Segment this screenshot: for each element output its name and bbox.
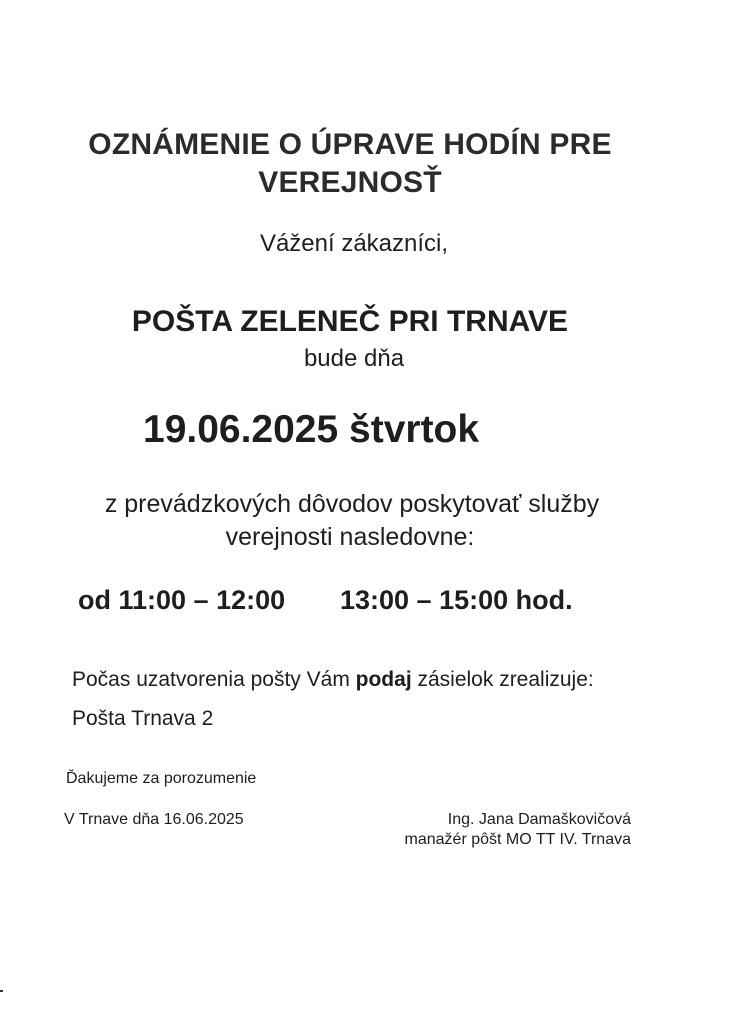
office-name: POŠTA ZELENEČ PRI TRNAVE	[131, 305, 569, 338]
heading-line-1: OZNÁMENIE O ÚPRAVE HODÍN PRE	[88, 128, 612, 161]
signature-role: manažér pôšt MO TT IV. Trnava	[404, 831, 631, 848]
closure-info	[72, 668, 594, 692]
scan-mark	[0, 990, 3, 992]
closure-info-bold: podaj	[355, 668, 412, 691]
will-be-text: bude dňa	[303, 345, 405, 372]
thanks-text: Ďakujeme za porozumenie	[66, 770, 257, 787]
reason-line-1: z prevádzkových dôvodov poskytovať služby	[104, 490, 600, 518]
heading-line-2: VEREJNOSŤ	[258, 166, 442, 199]
signature-name: Ing. Jana Damaškovičová	[447, 811, 631, 828]
alternative-office: Pošta Trnava 2	[72, 707, 214, 730]
reason-line-2: verejnosti nasledovne:	[225, 523, 475, 551]
closure-info-suffix: zásielok zrealizuje:	[411, 668, 594, 691]
closure-date: 19.06.2025 štvrtok	[143, 408, 480, 451]
hours-first: od 11:00 – 12:00	[78, 585, 286, 615]
hours-second: 13:00 – 15:00 hod.	[340, 585, 573, 615]
closure-info-prefix: Počas uzatvorenia pošty Vám	[72, 668, 356, 691]
place-date: V Trnave dňa 16.06.2025	[64, 811, 244, 828]
greeting: Vážení zákazníci,	[259, 230, 449, 257]
